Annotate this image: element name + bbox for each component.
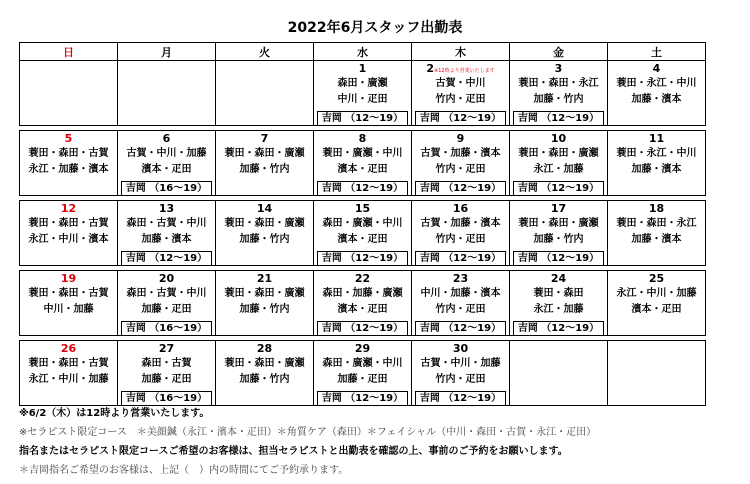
day-number xyxy=(20,61,118,77)
week-5-date-row xyxy=(20,341,706,357)
staff-cell xyxy=(608,216,706,250)
yoshioka-hours xyxy=(219,181,310,194)
day-number xyxy=(608,61,706,77)
staff-line: 加藤・竹内 xyxy=(239,374,290,385)
staff-cell xyxy=(510,356,608,390)
day-number-label: 5 xyxy=(64,132,73,145)
footer-note-reservation: 指名またはセラピスト限定コースご希望のお客様は、担当セラピストと出勤表を確認の上、事前のご予約をお願いします。 xyxy=(19,446,568,457)
staff-line: 竹内・疋田 xyxy=(435,234,486,245)
week-4-yoshioka-row xyxy=(20,320,706,336)
day-number xyxy=(510,131,608,147)
yoshioka-hours: 吉岡 （12～19） xyxy=(415,391,506,405)
yoshioka-hours xyxy=(23,391,114,404)
yoshioka-cell xyxy=(314,250,412,266)
day-number xyxy=(510,271,608,287)
staff-line: 蓑田・森田・廣瀬 xyxy=(224,358,305,369)
staff-line: 加藤・竹内 xyxy=(533,94,584,105)
yoshioka-hours: 吉岡 （12～19） xyxy=(513,181,604,195)
staff-line: 加藤・濱本 xyxy=(631,94,682,105)
staff-line: 古賀・加藤・濱本 xyxy=(420,148,501,159)
day-number xyxy=(412,271,510,287)
staff-line: 中川・疋田 xyxy=(337,94,388,105)
staff-cell xyxy=(412,286,510,320)
week-1-yoshioka-row xyxy=(20,110,706,126)
yoshioka-hours: 吉岡 （12～19） xyxy=(317,321,408,335)
day-number-label: 6 xyxy=(162,132,171,145)
yoshioka-hours xyxy=(611,181,702,194)
day-number-label: 22 xyxy=(354,272,371,285)
week-4-staff-row xyxy=(20,286,706,320)
staff-line xyxy=(510,372,607,388)
weekday-sat: 土 xyxy=(608,43,706,61)
yoshioka-cell xyxy=(216,250,314,266)
staff-cell xyxy=(314,146,412,180)
staff-line: 永江・中川・加藤 xyxy=(616,288,697,299)
staff-line: 森田・廣瀬・中川 xyxy=(322,358,403,369)
day-number xyxy=(510,61,608,77)
yoshioka-cell xyxy=(510,250,608,266)
staff-line: 蓑田・森田・永江 xyxy=(518,78,599,89)
day-number-label: 18 xyxy=(648,202,665,215)
day-number xyxy=(608,201,706,217)
staff-cell xyxy=(118,146,216,180)
day-number xyxy=(118,341,216,357)
weekday-header-row xyxy=(20,43,706,61)
yoshioka-cell xyxy=(118,110,216,126)
weekday-thu: 木 xyxy=(412,43,510,61)
staff-line: 加藤・竹内 xyxy=(239,234,290,245)
staff-cell xyxy=(510,216,608,250)
day-number xyxy=(510,201,608,217)
yoshioka-hours: 吉岡 （12～19） xyxy=(513,321,604,335)
yoshioka-hours: 吉岡 （12～19） xyxy=(415,251,506,265)
weekday-wed: 水 xyxy=(314,43,412,61)
staff-line: 加藤・疋田 xyxy=(337,374,388,385)
yoshioka-cell xyxy=(118,320,216,336)
staff-cell xyxy=(608,76,706,110)
yoshioka-cell xyxy=(412,250,510,266)
staff-cell xyxy=(20,356,118,390)
staff-line xyxy=(510,356,607,372)
yoshioka-hours: 吉岡 （12～19） xyxy=(513,111,604,125)
yoshioka-cell xyxy=(314,390,412,406)
day-number xyxy=(20,341,118,357)
staff-cell xyxy=(608,286,706,320)
day-number xyxy=(118,271,216,287)
day-number xyxy=(20,271,118,287)
day-number-label: 2 xyxy=(426,62,435,75)
day-number-label: 17 xyxy=(550,202,567,215)
day-number xyxy=(412,131,510,147)
yoshioka-hours: 吉岡 （16～19） xyxy=(121,181,212,195)
weekday-tue: 火 xyxy=(216,43,314,61)
staff-cell xyxy=(608,356,706,390)
footer-note-yoshioka: ＊吉岡指名ご希望のお客様は、上記（ ）内の時間にてご予約承ります。 xyxy=(19,465,349,476)
yoshioka-hours xyxy=(219,321,310,334)
staff-line: 森田・加藤・廣瀬 xyxy=(322,288,403,299)
staff-line xyxy=(20,76,117,92)
yoshioka-cell xyxy=(412,320,510,336)
staff-cell xyxy=(510,286,608,320)
staff-cell xyxy=(20,216,118,250)
staff-line: 中川・加藤 xyxy=(43,304,94,315)
staff-line: 濱本・疋田 xyxy=(141,164,192,175)
staff-line: 加藤・濱本 xyxy=(631,164,682,175)
yoshioka-hours: 吉岡 （12～19） xyxy=(415,111,506,125)
yoshioka-hours xyxy=(219,111,310,124)
yoshioka-cell xyxy=(412,390,510,406)
week-5-staff-row xyxy=(20,356,706,390)
day-number-label: 28 xyxy=(256,342,273,355)
yoshioka-cell xyxy=(20,250,118,266)
staff-cell xyxy=(20,76,118,110)
day-number xyxy=(216,271,314,287)
staff-line: 古賀・中川 xyxy=(435,78,486,89)
staff-cell xyxy=(20,286,118,320)
staff-line: 蓑田・森田・古賀 xyxy=(28,218,109,229)
staff-line: 蓑田・森田・廣瀬 xyxy=(518,148,599,159)
day-number xyxy=(118,131,216,147)
staff-line xyxy=(118,76,215,92)
staff-line: 中川・加藤・濱本 xyxy=(420,288,501,299)
staff-cell xyxy=(118,286,216,320)
staff-line: 濱本・疋田 xyxy=(631,304,682,315)
staff-line: 濱本・疋田 xyxy=(337,234,388,245)
staff-cell xyxy=(216,146,314,180)
day-number-label: 12 xyxy=(60,202,77,215)
staff-cell xyxy=(608,146,706,180)
day-number xyxy=(216,201,314,217)
day-number-label: 15 xyxy=(354,202,371,215)
yoshioka-cell xyxy=(216,180,314,196)
staff-line xyxy=(608,356,705,372)
staff-line xyxy=(216,76,313,92)
staff-line: 森田・廣瀬 xyxy=(337,78,388,89)
day-number xyxy=(608,131,706,147)
staff-cell xyxy=(314,76,412,110)
yoshioka-cell xyxy=(118,180,216,196)
yoshioka-hours xyxy=(23,181,114,194)
day-number xyxy=(510,341,608,357)
day-number-label: 25 xyxy=(648,272,665,285)
staff-line: 永江・加藤 xyxy=(533,164,584,175)
day-number-label: 3 xyxy=(554,62,563,75)
day-number-label: 9 xyxy=(456,132,465,145)
day-number-label: 27 xyxy=(158,342,175,355)
staff-cell xyxy=(216,286,314,320)
weekday-sun: 日 xyxy=(20,43,118,61)
week-2-yoshioka-row xyxy=(20,180,706,196)
staff-line: 加藤・竹内 xyxy=(533,234,584,245)
staff-cell xyxy=(118,216,216,250)
day-number xyxy=(412,201,510,217)
staff-line: 加藤・竹内 xyxy=(239,304,290,315)
day-number-label: 1 xyxy=(358,62,367,75)
yoshioka-cell xyxy=(608,110,706,126)
yoshioka-cell xyxy=(412,180,510,196)
day-number-label: 19 xyxy=(60,272,77,285)
staff-line: 濱本・疋田 xyxy=(337,304,388,315)
staff-line: 永江・中川・濱本 xyxy=(28,234,109,245)
staff-line: 加藤・疋田 xyxy=(141,374,192,385)
yoshioka-hours: 吉岡 （12～19） xyxy=(317,111,408,125)
yoshioka-hours: 吉岡 （12～19） xyxy=(121,251,212,265)
staff-line: 竹内・疋田 xyxy=(435,164,486,175)
yoshioka-hours xyxy=(611,111,702,124)
staff-line: 永江・加藤 xyxy=(533,304,584,315)
yoshioka-hours xyxy=(121,111,212,124)
staff-line: 蓑田・森田・廣瀬 xyxy=(224,288,305,299)
staff-cell xyxy=(314,216,412,250)
staff-line: 蓑田・永江・中川 xyxy=(616,148,697,159)
opening-time-note: ※12時より営業いたします xyxy=(434,68,495,74)
staff-cell xyxy=(216,356,314,390)
day-number-label: 24 xyxy=(550,272,567,285)
staff-cell xyxy=(216,76,314,110)
yoshioka-hours xyxy=(23,321,114,334)
staff-line: 蓑田・森田・廣瀬 xyxy=(224,218,305,229)
day-number xyxy=(412,61,510,77)
staff-line: 蓑田・森田・古賀 xyxy=(28,148,109,159)
staff-line: 蓑田・森田・廣瀬 xyxy=(224,148,305,159)
staff-line: 濱本・疋田 xyxy=(337,164,388,175)
weekday-mon: 月 xyxy=(118,43,216,61)
staff-line: 加藤・濱本 xyxy=(631,234,682,245)
staff-cell xyxy=(118,356,216,390)
yoshioka-hours xyxy=(219,251,310,264)
staff-line: 蓑田・永江・中川 xyxy=(616,78,697,89)
staff-line: 森田・古賀・中川 xyxy=(126,288,207,299)
day-number-label: 29 xyxy=(354,342,371,355)
yoshioka-hours xyxy=(23,111,114,124)
staff-line: 竹内・疋田 xyxy=(435,304,486,315)
staff-cell xyxy=(510,76,608,110)
day-number xyxy=(314,201,412,217)
yoshioka-hours: 吉岡 （12～19） xyxy=(317,391,408,405)
day-number-label: 13 xyxy=(158,202,175,215)
staff-line: 古賀・加藤・濱本 xyxy=(420,218,501,229)
yoshioka-hours xyxy=(611,321,702,334)
day-number-label: 26 xyxy=(60,342,77,355)
yoshioka-hours xyxy=(611,391,702,404)
yoshioka-hours xyxy=(23,251,114,264)
staff-line: 加藤・濱本 xyxy=(141,234,192,245)
yoshioka-cell xyxy=(216,110,314,126)
yoshioka-cell xyxy=(314,320,412,336)
day-number-label: 4 xyxy=(652,62,661,75)
staff-line: 蓑田・森田・永江 xyxy=(616,218,697,229)
staff-cell xyxy=(20,146,118,180)
staff-cell xyxy=(118,76,216,110)
yoshioka-cell xyxy=(314,110,412,126)
day-number xyxy=(608,341,706,357)
staff-line: 蓑田・森田・古賀 xyxy=(28,288,109,299)
week-3-yoshioka-row xyxy=(20,250,706,266)
yoshioka-cell xyxy=(412,110,510,126)
yoshioka-cell xyxy=(510,110,608,126)
staff-line: 古賀・中川・加藤 xyxy=(126,148,207,159)
staff-line: 古賀・中川・加藤 xyxy=(420,358,501,369)
day-number-label: 7 xyxy=(260,132,269,145)
staff-line: 蓑田・森田・廣瀬 xyxy=(518,218,599,229)
staff-line xyxy=(20,92,117,108)
staff-line: 蓑田・森田 xyxy=(533,288,584,299)
day-number-label: 14 xyxy=(256,202,273,215)
staff-cell xyxy=(314,286,412,320)
yoshioka-hours: 吉岡 （16～19） xyxy=(121,321,212,335)
day-number xyxy=(314,341,412,357)
staff-line: 森田・廣瀬・中川 xyxy=(322,218,403,229)
schedule-table xyxy=(19,42,706,406)
day-number-label: 11 xyxy=(648,132,665,145)
staff-line: 森田・古賀 xyxy=(141,358,192,369)
staff-line: 蓑田・廣瀬・中川 xyxy=(322,148,403,159)
page-title: 2022年6月スタッフ出勤表 xyxy=(287,20,463,36)
day-number xyxy=(216,341,314,357)
day-number xyxy=(608,271,706,287)
week-1-date-row xyxy=(20,61,706,77)
footer-note-opening: ※6/2（木）は12時より営業いたします。 xyxy=(19,408,210,419)
day-number-label: 20 xyxy=(158,272,175,285)
staff-line: 加藤・竹内 xyxy=(239,164,290,175)
staff-cell xyxy=(412,76,510,110)
yoshioka-hours: 吉岡 （12～19） xyxy=(317,251,408,265)
staff-line xyxy=(216,92,313,108)
yoshioka-cell xyxy=(510,390,608,406)
week-3-date-row xyxy=(20,201,706,217)
yoshioka-hours xyxy=(219,391,310,404)
yoshioka-cell xyxy=(216,320,314,336)
day-number-label: 30 xyxy=(452,342,469,355)
staff-line: 竹内・疋田 xyxy=(435,374,486,385)
yoshioka-cell xyxy=(314,180,412,196)
staff-line: 蓑田・森田・古賀 xyxy=(28,358,109,369)
day-number xyxy=(314,271,412,287)
yoshioka-hours xyxy=(513,391,604,404)
yoshioka-cell xyxy=(510,180,608,196)
yoshioka-hours: 吉岡 （12～19） xyxy=(415,321,506,335)
yoshioka-cell xyxy=(20,180,118,196)
yoshioka-hours: 吉岡 （12～19） xyxy=(317,181,408,195)
yoshioka-cell xyxy=(608,250,706,266)
yoshioka-cell xyxy=(20,320,118,336)
staff-cell xyxy=(412,356,510,390)
day-number xyxy=(216,61,314,77)
day-number xyxy=(118,201,216,217)
day-number-label: 21 xyxy=(256,272,273,285)
week-1-staff-row xyxy=(20,76,706,110)
yoshioka-cell xyxy=(216,390,314,406)
day-number xyxy=(216,131,314,147)
yoshioka-cell xyxy=(118,250,216,266)
yoshioka-cell xyxy=(608,180,706,196)
footer-note-courses: ※セラピスト限定コース ＊美顔鍼（永江・濱本・疋田）＊角質ケア（森田）＊フェイシャル（中川・森田・古賀・永江・疋田） xyxy=(19,427,597,438)
staff-cell xyxy=(412,146,510,180)
yoshioka-cell xyxy=(510,320,608,336)
week-3-staff-row xyxy=(20,216,706,250)
day-number-label: 10 xyxy=(550,132,567,145)
yoshioka-cell xyxy=(608,390,706,406)
day-number xyxy=(314,131,412,147)
yoshioka-hours: 吉岡 （12～19） xyxy=(513,251,604,265)
staff-line: 永江・加藤・濱本 xyxy=(28,164,109,175)
weekday-fri: 金 xyxy=(510,43,608,61)
week-4-date-row xyxy=(20,271,706,287)
day-number xyxy=(118,61,216,77)
staff-line xyxy=(608,372,705,388)
staff-line: 竹内・疋田 xyxy=(435,94,486,105)
staff-cell xyxy=(216,216,314,250)
day-number xyxy=(412,341,510,357)
staff-line: 加藤・疋田 xyxy=(141,304,192,315)
staff-line: 森田・古賀・中川 xyxy=(126,218,207,229)
staff-cell xyxy=(412,216,510,250)
week-2-staff-row xyxy=(20,146,706,180)
yoshioka-cell xyxy=(608,320,706,336)
day-number xyxy=(20,131,118,147)
yoshioka-hours: 吉岡 （12～19） xyxy=(415,181,506,195)
yoshioka-cell xyxy=(20,110,118,126)
yoshioka-hours: 吉岡 （16～19） xyxy=(121,391,212,405)
week-2-date-row xyxy=(20,131,706,147)
day-number-label: 8 xyxy=(358,132,367,145)
yoshioka-hours xyxy=(611,251,702,264)
staff-line: 永江・中川・加藤 xyxy=(28,374,109,385)
staff-cell xyxy=(314,356,412,390)
calendar-body xyxy=(20,61,706,406)
day-number-label: 16 xyxy=(452,202,469,215)
staff-cell xyxy=(510,146,608,180)
day-number-label: 23 xyxy=(452,272,469,285)
day-number xyxy=(314,61,412,77)
day-number xyxy=(20,201,118,217)
staff-line xyxy=(118,92,215,108)
